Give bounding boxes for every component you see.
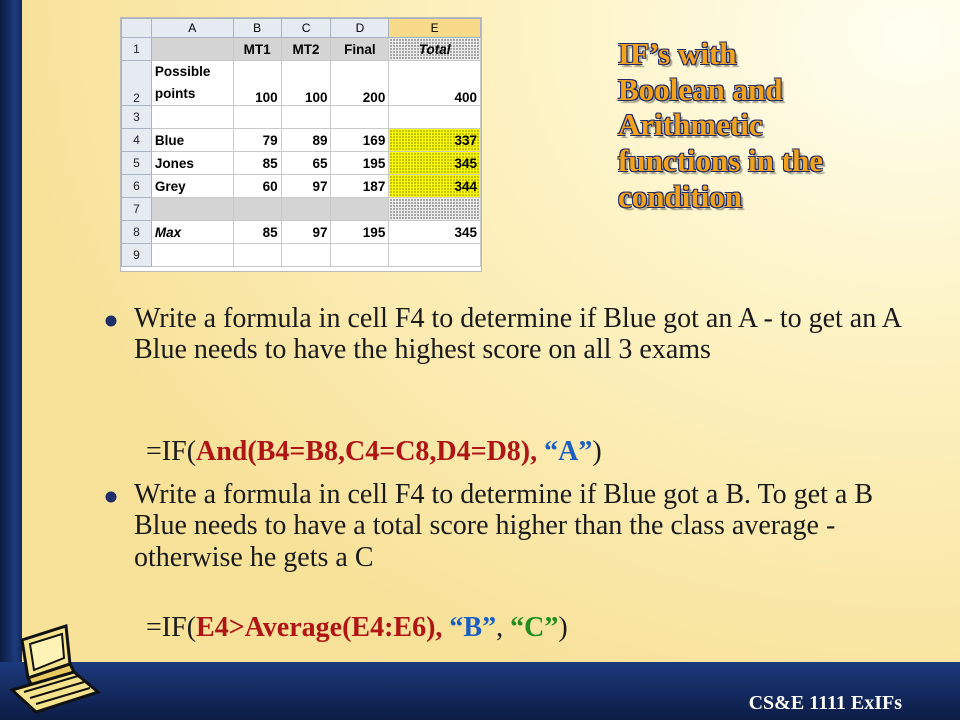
bullet-dot-icon [104,314,124,333]
cell-e9 [389,244,481,267]
row-header: 9 [122,244,152,267]
cell-d8: 195 [331,221,389,244]
formula-prefix: =IF( [146,612,197,643]
cell-e7 [389,198,481,221]
cell-b1: MT1 [233,38,281,61]
formula-suffix: ) [592,436,602,467]
cell-c2: 100 [281,61,331,106]
title-line: condition [618,178,743,214]
spreadsheet-screenshot [120,17,482,272]
cell-c3 [281,106,331,129]
corner-cell [122,19,152,38]
sheet-row-1 [122,38,481,61]
row-header: 8 [122,221,152,244]
cell-a9 [151,244,233,267]
bullet-text: Write a formula in cell F4 to determine if Blue got an A - to get an A Blue needs to have the highest score on all 3 exams [134,303,901,366]
title-line: Boolean and [618,71,783,107]
cell-b7 [233,198,281,221]
column-header-b: B [233,19,281,38]
cell-e3 [389,106,481,129]
cell-d2: 200 [331,61,389,106]
cell-c5: 65 [281,152,331,175]
cell-a4: Blue [151,129,233,152]
formula-prefix: =IF( [146,436,197,467]
cell-a1 [151,38,233,61]
cell-a8: Max [151,221,233,244]
cell-d9 [331,244,389,267]
cell-d6: 187 [331,175,389,198]
formula-line [146,436,602,468]
cell-a3 [151,106,233,129]
sheet-row-5 [122,152,481,175]
formula-line [146,612,568,644]
sheet-row-4 [122,129,481,152]
formula-true-value: “B” [449,612,497,643]
cell-b6: 60 [233,175,281,198]
bullet-dot-icon [104,490,124,509]
sheet-row-8 [122,221,481,244]
cell-c7 [281,198,331,221]
column-header-row [122,19,481,38]
row-header: 3 [122,106,152,129]
column-header-c: C [281,19,331,38]
footer-label: CS&E 1111 ExIFs [748,692,902,714]
left-accent-bar [0,0,22,720]
sheet-row-3 [122,106,481,129]
formula-separator: , [496,612,511,643]
title-line: functions in the [618,142,823,178]
cell-d4: 169 [331,129,389,152]
row-header: 2 [122,61,152,106]
sheet-row-9 [122,244,481,267]
column-header-a: A [151,19,233,38]
row-header: 4 [122,129,152,152]
title-line: Arithmetic [618,107,763,143]
formula-suffix: ) [558,612,568,643]
title-line: IF’s with [618,36,737,71]
cell-b3 [233,106,281,129]
sheet-row-7 [122,198,481,221]
row-header: 7 [122,198,152,221]
cell-a5: Jones [151,152,233,175]
formula-false-value: “C” [510,612,559,643]
formula-condition: And(B4=B8,C4=C8,D4=D8), [196,436,538,467]
cell-e8: 345 [389,221,481,244]
cell-e5: 345 [389,152,481,175]
cell-d1: Final [331,38,389,61]
cell-a7 [151,198,233,221]
computer-icon [4,618,104,718]
formula-condition: E4>Average(E4:E6), [196,612,443,643]
column-header-d: D [331,19,389,38]
slide-title [618,36,948,214]
cell-c8: 97 [281,221,331,244]
cell-e2: 400 [389,61,481,106]
cell-a2: Possible points [151,61,233,106]
row-header: 1 [122,38,152,61]
cell-c4: 89 [281,129,331,152]
cell-b8: 85 [233,221,281,244]
cell-e1: Total [389,38,481,61]
cell-b4: 79 [233,129,281,152]
cell-e4: 337 [389,129,481,152]
column-header-e: E [389,19,481,38]
formula-true-value: “A” [544,436,593,467]
cell-b5: 85 [233,152,281,175]
cell-d5: 195 [331,152,389,175]
cell-c9 [281,244,331,267]
cell-d7 [331,198,389,221]
cell-c6: 97 [281,175,331,198]
cell-e6: 344 [389,175,481,198]
cell-b9 [233,244,281,267]
sheet-row-2 [122,61,481,106]
row-header: 6 [122,175,152,198]
row-header: 5 [122,152,152,175]
cell-c1: MT2 [281,38,331,61]
cell-a6: Grey [151,175,233,198]
cell-d3 [331,106,389,129]
bullet-text: Write a formula in cell F4 to determine if Blue got a B. To get a B Blue needs to have a total score higher than the class average - otherwise he gets a C [134,479,873,573]
sheet-row-6 [122,175,481,198]
cell-b2: 100 [233,61,281,106]
